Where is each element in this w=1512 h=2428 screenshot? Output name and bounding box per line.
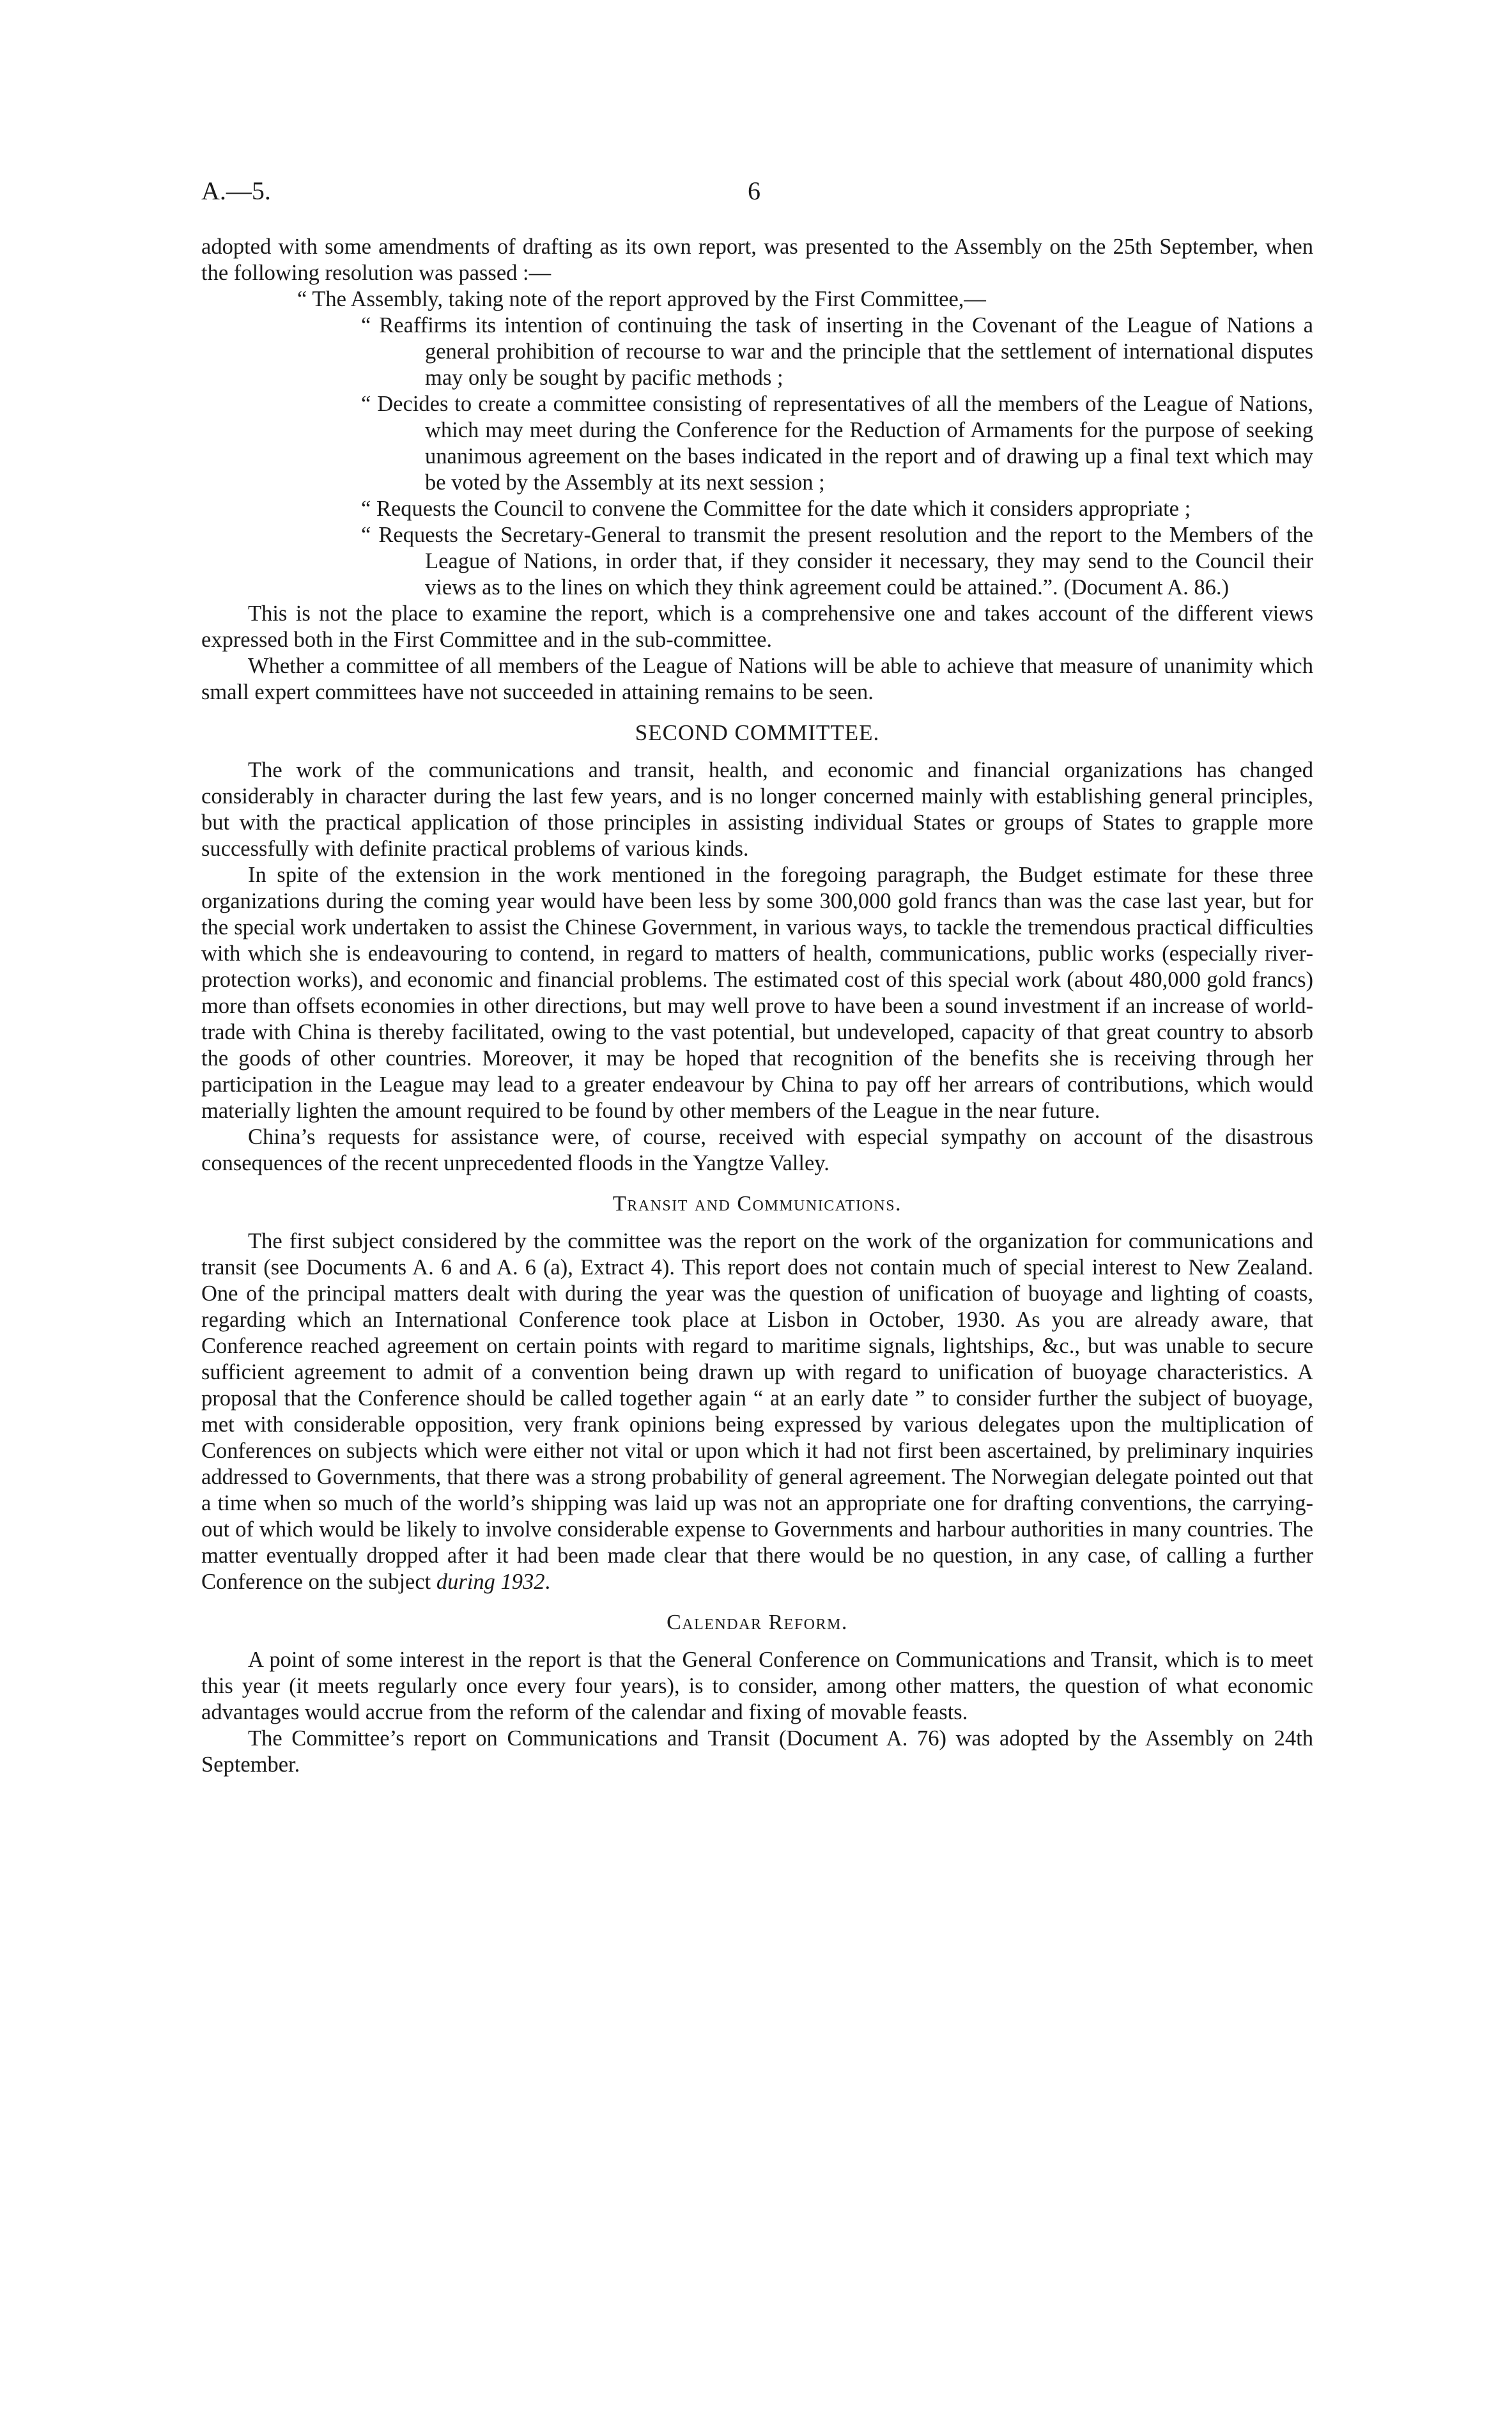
paragraph (201, 1228, 1313, 1595)
paragraph-end: . (544, 1570, 551, 1594)
paragraph: Whether a committee of all members of the League of Nations will be able to achieve that measure of unanimity which small expert committees have not succeeded in attaining remains to be seen. (201, 654, 1313, 704)
subheading-transit: Transit and Communications. (612, 1192, 902, 1216)
resolution-clause: “ Reaffirms its intention of continuing the task of inserting in the Covenant of the League of Nations a general prohibition of recourse to war and the principle that the settlement of international disputes may only be sought by pacific methods ; (361, 313, 1313, 390)
italic-text: during 1932 (436, 1570, 545, 1594)
document-reference: A.—5. (201, 176, 271, 205)
paragraph-text: The first subject considered by the committee was the report on the work of the organization for communications and transit (see Documents A. 6 and A. 6 (a), Extract 4). This report does not contain much of special interest to New Zealand. One of the principal matters dealt with during the year was the question of unification of buoyage and lighting of coasts, regarding which an International Conference took place at Lisbon in October, 1930. As you are already aware, that Conference reached agreement on certain points with regard to maritime signals, lightships, &c., but was unable to secure sufficient agreement to admit of a convention being drawn up with regard to unification of buoyage characteristics. A proposal that the Conference should be called together again “ at an early date ” to consider further the subject of buoyage, met with considerable opposition, very frank opinions being expressed by various delegates upon the multiplication of Conferences on subjects which were either not vital or upon which it had not first been ascertained, by preliminary inquiries addressed to Governments, that there was a strong probability of general agreement. The Norwegian delegate pointed out that a time when so much of the world’s shipping was laid up was not an appropriate one for drafting conventions, the carrying-out of which would be likely to involve considerable expense to Governments and harbour authorities in many countries. The matter eventually dropped after it had been made clear that there would be no question, in any case, of calling a further Conference on the subject (201, 1229, 1313, 1594)
subheading-calendar-reform: Calendar Reform. (667, 1611, 848, 1634)
intro-paragraph: adopted with some amendments of drafting as its own report, was presented to the Assembly on the 25th September, when the following resolution was passed :— (201, 235, 1313, 285)
page-header (201, 176, 1313, 214)
paragraph: The Committee’s report on Communications and Transit (Document A. 76) was adopted by the Assembly on 24th September. (201, 1726, 1313, 1777)
resolution-clause: “ Requests the Council to convene the Committee for the date which it considers appropriate ; (361, 497, 1191, 521)
section-heading-second-committee: SECOND COMMITTEE. (635, 720, 880, 745)
paragraph: The work of the communications and transit, health, and economic and financial organizations has changed considerably in character during the last few years, and is no longer concerned mainly with establishing general principles, but with the practical application of those principles in assisting individual States or groups of States to grapple more successfully with definite practical problems of various kinds. (201, 758, 1313, 861)
paragraph: In spite of the extension in the work mentioned in the foregoing paragraph, the Budget estimate for these three organizations during the coming year would have been less by some 300,000 gold francs than was the case last year, but for the special work undertaken to assist the Chinese Government, in various ways, to tackle the tremendous practical difficulties with which she is endeavouring to contend, in regard to matters of health, communications, public works (especially river-protection works), and economic and financial problems. The estimated cost of this special work (about 480,000 gold francs) more than offsets economies in other directions, but may well prove to have been a sound investment if an increase of world-trade with China is thereby facilitated, owing to the vast potential, but undeveloped, capacity of that great country to absorb the goods of other countries. Moreover, it may be hoped that recognition of the benefits she is receiving through her participation in the League may lead to a greater endeavour by China to pay off her arrears of contributions, which would materially lighten the amount required to be found by other members of the League in the near future. (201, 863, 1313, 1123)
paragraph: A point of some interest in the report is that the General Conference on Communications and Transit, which is to meet this year (it meets regularly once every four years), is to consider, among other matters, the question of what economic advantages would accrue from the reform of the calendar and fixing of movable feasts. (201, 1648, 1313, 1724)
paragraph: This is not the place to examine the report, which is a comprehensive one and takes account of the different views expressed both in the First Committee and in the sub-committee. (201, 601, 1313, 652)
paragraph: China’s requests for assistance were, of course, received with especial sympathy on account of the disastrous consequences of the recent unprecedented floods in the Yangtze Valley. (201, 1125, 1313, 1175)
resolution-clause: “ Decides to create a committee consisting of representatives of all the members of the League of Nations, which may meet during the Conference for the Reduction of Armaments for the purpose of seeking unanimous agreement on the bases indicated in the report and of drawing up a final text which may be voted by the Assembly at its next session ; (361, 392, 1313, 495)
body-text (201, 234, 1313, 1778)
page-number: 6 (748, 176, 760, 205)
resolution-clause: “ Requests the Secretary-General to transmit the present resolution and the report to the Members of the League of Nations, in order that, if they consider it necessary, they may send to the Council their views as to the lines on which they think agreement could be attained.”. (Document A. 86.) (361, 523, 1313, 599)
resolution-opening: “ The Assembly, taking note of the report approved by the First Committee,— (297, 287, 986, 311)
